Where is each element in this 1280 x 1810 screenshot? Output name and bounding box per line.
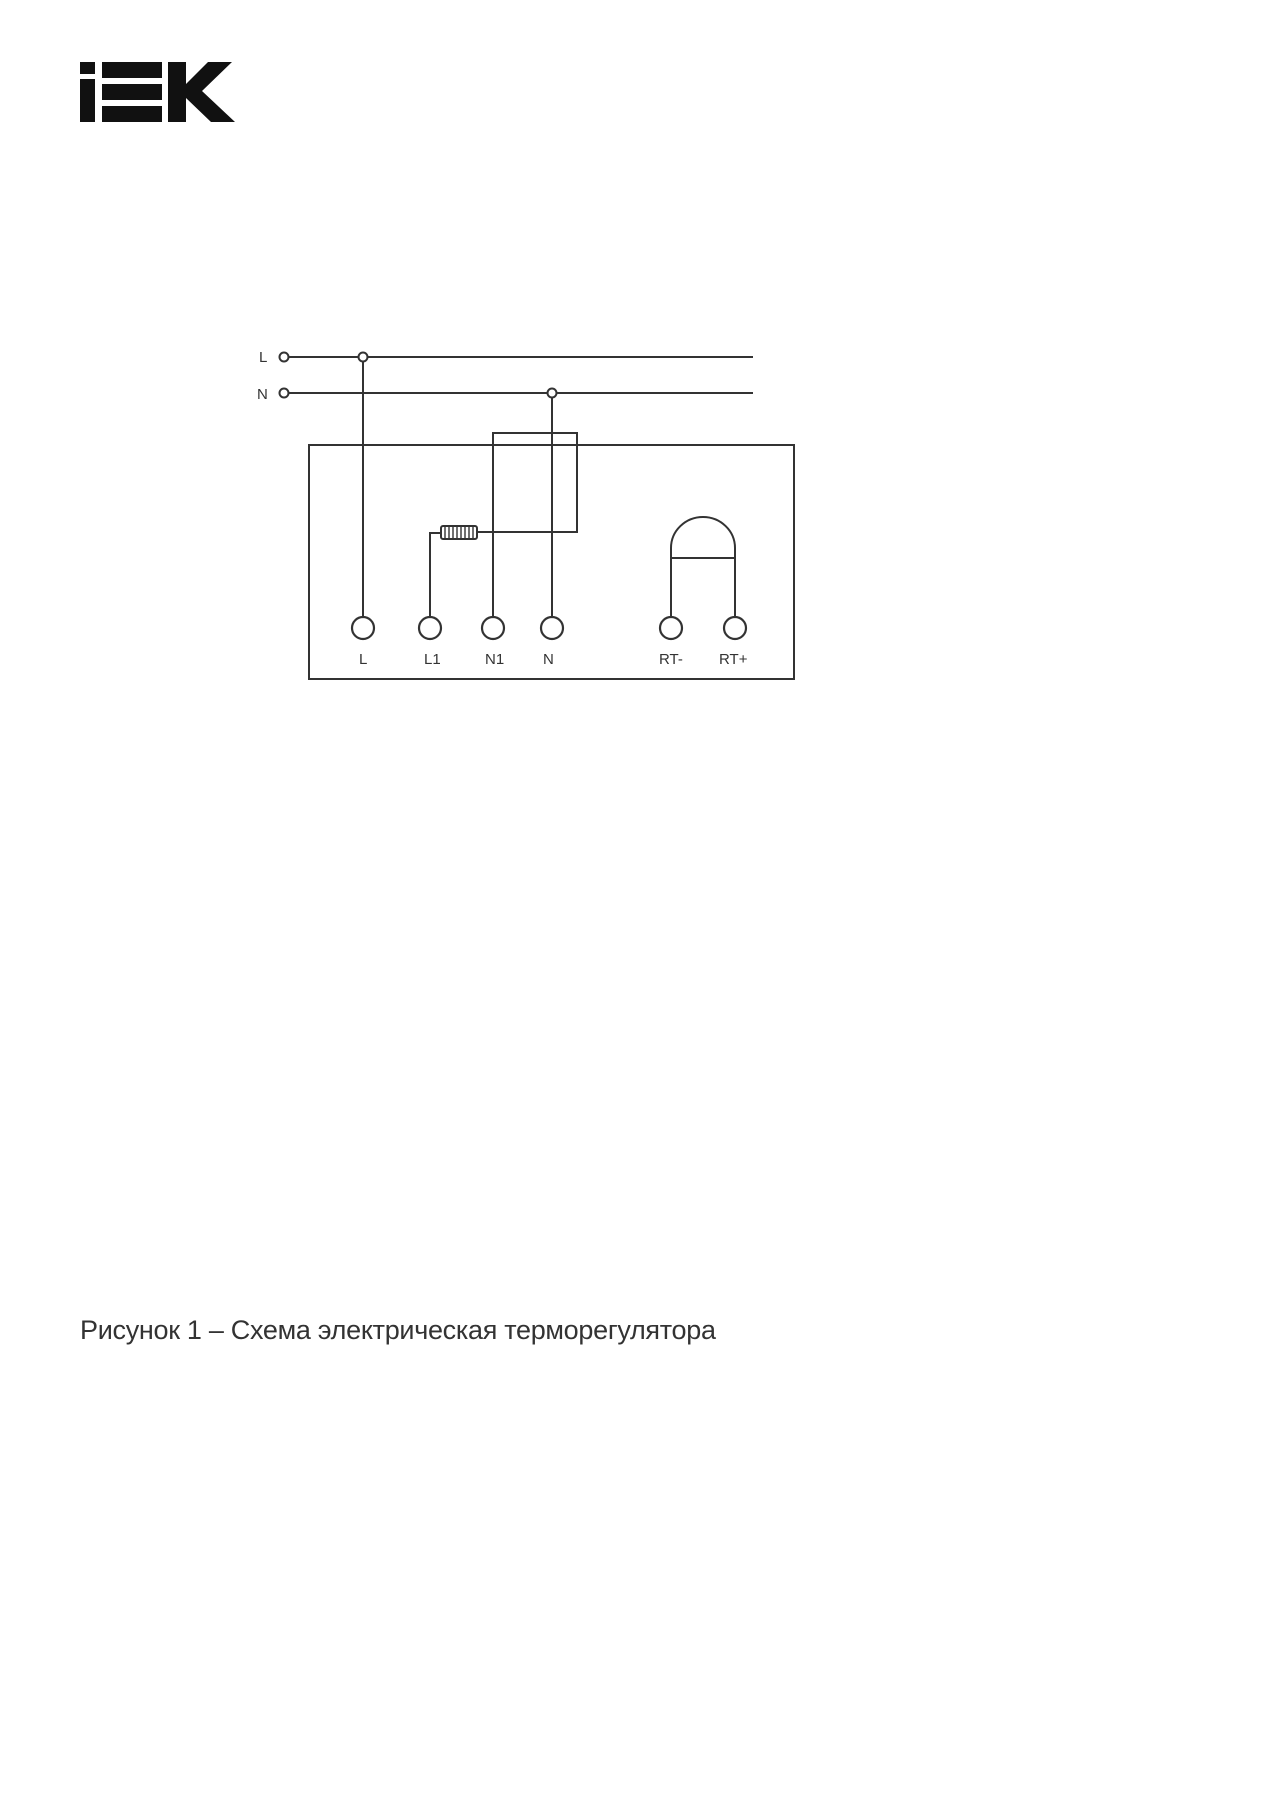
terminal-label-rt-minus: RT- — [659, 651, 683, 668]
terminal-label-n1: N1 — [485, 651, 505, 668]
wiring-diagram — [0, 0, 1280, 760]
terminal-label-l: L — [359, 651, 368, 668]
terminal-rt-minus — [660, 617, 682, 639]
figure-caption: Рисунок 1 – Схема электрическая терморегулятора — [80, 1315, 716, 1345]
supply-label-n: N — [257, 386, 268, 403]
terminal-l — [352, 617, 374, 639]
terminal-label-n: N — [543, 651, 554, 668]
supply-terminal-n — [280, 389, 289, 398]
terminal-n1 — [482, 617, 504, 639]
supply-terminal-l — [280, 353, 289, 362]
wire-l1 — [430, 533, 441, 617]
heating-element — [441, 526, 477, 539]
terminal-rt-plus — [724, 617, 746, 639]
relay-loop — [473, 433, 577, 617]
junction-l — [359, 353, 368, 362]
terminal-label-rt-plus: RT+ — [719, 651, 748, 668]
supply-label-l: L — [259, 349, 268, 366]
junction-n — [548, 389, 557, 398]
terminal-label-l1: L1 — [424, 651, 441, 668]
terminal-n — [541, 617, 563, 639]
temperature-sensor — [671, 517, 735, 558]
terminal-l1 — [419, 617, 441, 639]
